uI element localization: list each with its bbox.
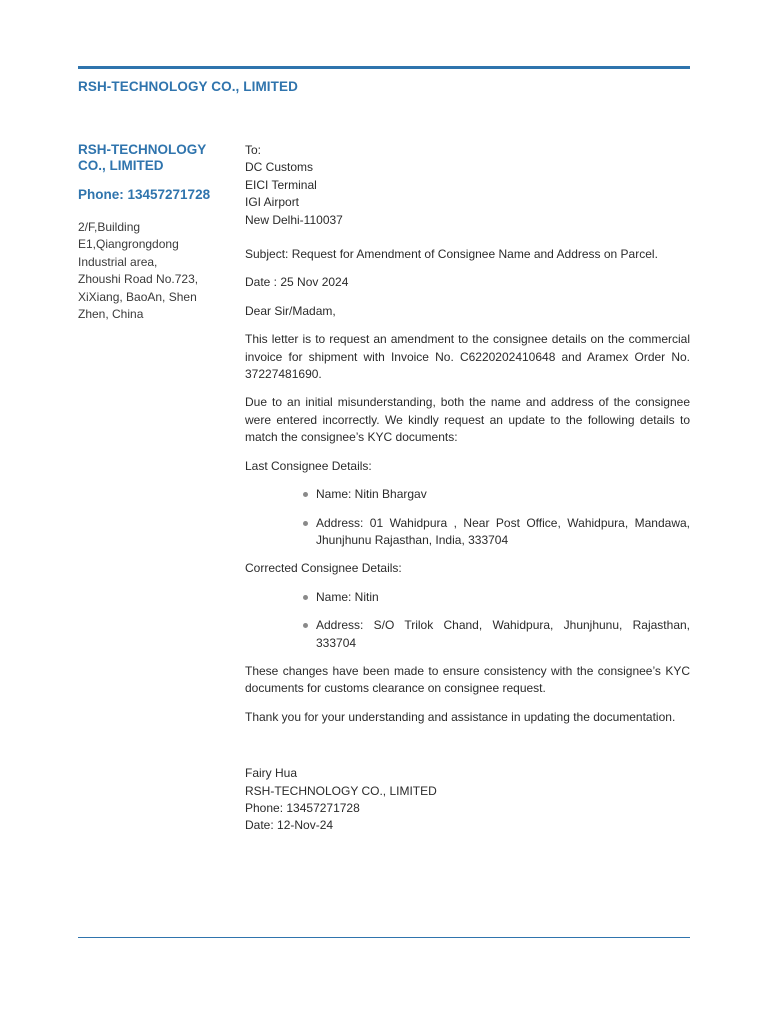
paragraph-thanks: Thank you for your understanding and assistance in updating the documentation. <box>245 709 676 724</box>
sender-address-line: 2/F,Building <box>78 220 141 234</box>
recipient-line: EICI Terminal <box>245 177 317 192</box>
paragraph-consistency: These changes have been made to ensure consistency with the consignee’s KYC documents for customs clearance on consignee request. <box>245 663 690 696</box>
paragraph-invoice: This letter is to request an amendment to the consignee details on the commercial invoice for shipment with Invoice No. C6220202410648 and Aramex Order No. 37227481690. <box>245 332 690 382</box>
signature-name: Fairy Hua <box>245 766 298 781</box>
sender-address-line: Zhoushi Road No.723, <box>78 272 199 287</box>
letter-subject: Subject: Request for Amendment of Consignee Name and Address on Parcel. <box>245 247 658 262</box>
corrected-consignee-list <box>245 589 690 652</box>
sender-address-line: Industrial area, <box>78 254 158 269</box>
last-consignee-list <box>245 486 690 549</box>
sender-address <box>78 219 223 323</box>
bullet-icon <box>303 492 308 497</box>
list-item-text: Address: 01 Wahidpura , Near Post Office, Wahidpura, Mandawa, Jhunjhunu Rajasthan, India, 333704 <box>316 515 690 547</box>
sender-address-line: Zhen, China <box>78 307 144 322</box>
letter-date: Date : 25 Nov 2024 <box>245 275 349 290</box>
recipient-line: DC Customs <box>245 160 314 175</box>
paragraph-misunderstanding: Due to an initial misunderstanding, both the name and address of the consignee were entered incorrectly. We kindly request an update to the following details to match the consignee’s KYC documents: <box>245 395 690 445</box>
list-item-text: Name: Nitin <box>316 589 379 604</box>
corrected-consignee-heading: Corrected Consignee Details: <box>245 561 402 576</box>
recipient-line: New Delhi-110037 <box>245 212 343 227</box>
sender-address-line: XiXiang, BaoAn, Shen <box>78 289 197 304</box>
sender-company-name: RSH-TECHNOLOGY CO., LIMITED <box>78 142 207 173</box>
signature-block <box>245 765 690 835</box>
list-item-text: Name: Nitin Bhargav <box>316 487 427 502</box>
list-item <box>303 589 690 606</box>
last-consignee-heading: Last Consignee Details: <box>245 458 372 473</box>
sender-sidebar <box>78 142 223 323</box>
bullet-icon <box>303 521 308 526</box>
list-item <box>303 515 690 550</box>
list-item <box>303 617 690 652</box>
top-divider <box>78 66 690 69</box>
list-item <box>303 486 690 503</box>
bullet-icon <box>303 595 308 600</box>
header-company-name: RSH-TECHNOLOGY CO., LIMITED <box>78 79 298 94</box>
bullet-icon <box>303 623 308 628</box>
recipient-line: IGI Airport <box>245 195 300 210</box>
sender-address-line: E1,Qiangrongdong <box>78 237 179 252</box>
recipient-address <box>245 142 690 229</box>
list-item-text: Address: S/O Trilok Chand, Wahidpura, Jhunjhunu, Rajasthan, 333704 <box>316 618 690 650</box>
signature-date: Date: 12-Nov-24 <box>245 818 334 833</box>
letter-salutation: Dear Sir/Madam, <box>245 303 336 318</box>
signature-company: RSH-TECHNOLOGY CO., LIMITED <box>245 783 437 798</box>
sender-phone: Phone: 13457271728 <box>78 187 211 202</box>
bottom-divider <box>78 937 690 938</box>
letter-body <box>245 142 690 835</box>
recipient-line: To: <box>245 143 262 157</box>
signature-phone: Phone: 13457271728 <box>245 800 360 815</box>
